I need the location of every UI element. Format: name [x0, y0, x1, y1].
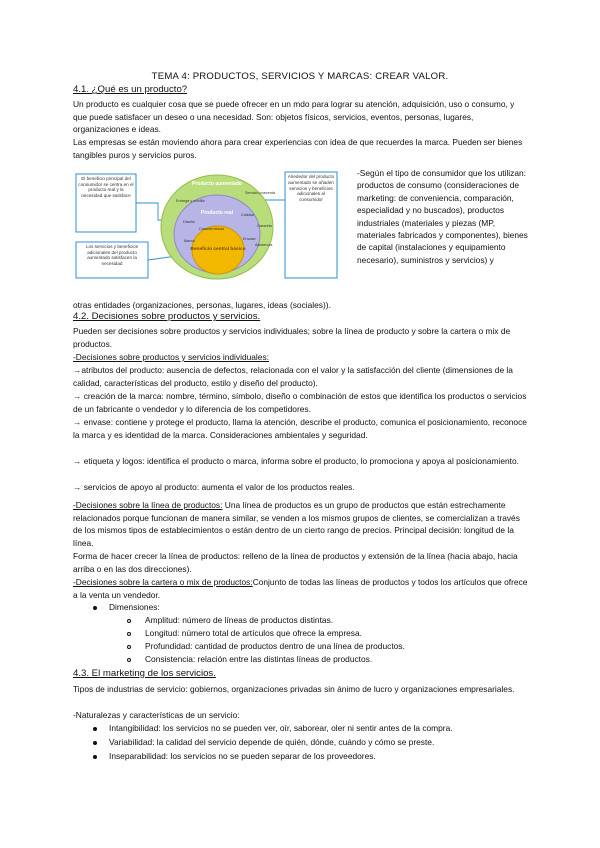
outer-item-3: Garantía — [257, 224, 272, 228]
product-mix-text: Conjunto de todas las líneas de productos y todos los artículos que ofrece a la venta un vendedor. — [73, 577, 528, 600]
section-heading-4-2: 4.2. Decisiones sobre productos y servicios. — [73, 311, 261, 322]
paragraph-line-growth: Forma de hacer crecer la línea de productos: relleno de la línea de productos y extensión de la línea (hacia abajo, hacia arriba o en las dos direcciones). — [73, 551, 518, 574]
dimensions-label: Dimensiones: — [109, 602, 160, 612]
section-heading-4-3: 4.3. El marketing de los servicios. — [73, 668, 216, 679]
page-title: TEMA 4: PRODUCTOS, SERVICIOS Y MARCAS: CREAR VALOR. — [151, 71, 449, 82]
bullet-circle — [127, 645, 131, 649]
right-note: Alrededor del producto aumentado se añaden servicios y beneficios adicionales al consumidor — [287, 174, 335, 203]
bullet-dot — [93, 741, 97, 745]
subheading-individual-decisions: -Decisiones sobre productos y servicios individuales: — [73, 352, 269, 362]
middle-item-1: Diseño — [183, 220, 195, 224]
attribute-support-services: → servicios de apoyo al producto: aumenta el valor de los productos reales. — [73, 482, 355, 492]
dimension-amplitude: Amplitud: número de líneas de productos distintas. — [145, 615, 334, 625]
bullet-dot — [93, 606, 97, 610]
attribute-quality: →atributos del producto: ausencia de defectos, relacionada con el valor y la satisfacción del cliente (dimensiones de la calidad, características del producto, estilo y diseño del producto). — [73, 365, 513, 388]
paragraph-other-entities: otras entidades (organizaciones, personas, lugares, ideas (sociales)). — [73, 300, 331, 310]
attribute-brand: → creación de la marca: nombre, término, símbolo, diseño o combinación de estos que identifica los productos o servicios de un fabricante o vendedor y lo diferencia de los competidores. — [73, 391, 527, 414]
subheading-product-line: -Decisiones sobre la línea de productos: — [73, 500, 223, 510]
paragraph-product-line — [73, 499, 528, 549]
paragraph-decisions-intro: Pueden ser decisiones sobre productos y servicios individuales; sobre la línea de producto y sobre la cartera o mix de productos. — [73, 326, 511, 349]
bullet-circle — [127, 619, 131, 623]
outer-item-2: Servicio posventa — [245, 191, 275, 195]
middle-item-2: Calidad — [241, 213, 254, 217]
section-heading-4-1: 4.1. ¿Qué es un producto? — [73, 84, 188, 95]
dimension-depth: Profundidad: cantidad de productos dentro de una línea de productos. — [145, 641, 405, 651]
bullet-dot — [93, 727, 97, 731]
service-intangibility: Intangibilidad: los servicios no se pueden ver, oír, saborear, oler ni sentir antes de la compra. — [109, 723, 453, 733]
product-levels-diagram — [73, 170, 355, 282]
service-variability: Variabilidad: la calidad del servicio depende de quién, dónde, cuándo y cómo se preste. — [109, 737, 435, 747]
outer-item-1: Entrega y crédito — [176, 199, 205, 203]
paragraph-product-definition: Un producto es cualquier cosa que se puede ofrecer en un mdo para lograr su atención, adquisición, uso o consumo, y que puede satisfacer un deseo o una necesidad. Son: objetos físicos, servicios, eventos, personas, lugares, organizaciones e ideas. — [73, 99, 515, 135]
bullet-dot — [93, 755, 97, 759]
bullet-circle — [127, 658, 131, 662]
attribute-labels: → etiqueta y logos: identifica el producto o marca, informa sobre el producto, lo promociona y apoya al posicionamiento. — [73, 456, 519, 466]
middle-ring-label: Producto real — [200, 210, 234, 216]
paragraph-service-nature: -Naturalezas y características de un servicio: — [73, 710, 240, 720]
left-bottom-note: Los servicios y beneficios adicionales del producto aumentado satisfacen la necesidad — [85, 244, 139, 266]
paragraph-product-mix — [73, 576, 528, 601]
core-label: Beneficio central básico — [190, 247, 246, 252]
subheading-product-mix: -Decisiones sobre la cartera o mix de productos: — [73, 577, 253, 587]
outer-ring-label: Producto aumentado — [191, 181, 243, 187]
consumer-type-note: -Según el tipo de consumidor que los utilizan: productos de consumo (consideraciones de marketing: de conveniencia, comparación, especialidad y no buscados), productos industriales (materiales y piezas (MP, materiales fabricados y componentes), bienes de capital (instalaciones y equipamiento necesario), suministros y servicios) y — [357, 168, 528, 265]
left-top-note: El beneficio principal del consumidor se centra en el producto real y la necesidad que satisface — [78, 176, 134, 198]
middle-item-4: Envase — [243, 237, 256, 241]
paragraph-experiences: Las empresas se están moviendo ahora para crear experiencias con idea de que recuerdes la marca. Pueden ser bienes tangibles puros y servicios puros. — [73, 137, 523, 160]
dimension-length: Longitud: número total de artículos que ofrece la empresa. — [145, 628, 362, 638]
paragraph-service-industries: Tipos de industrias de servicio: gobiernos, organizaciones privadas sin ánimo de lucro y organizaciones empresariales. — [73, 684, 515, 694]
outer-item-4: Asistencia — [255, 243, 273, 247]
bullet-circle — [127, 632, 131, 636]
dimension-consistency: Consistencia: relación entre las distintas líneas de productos. — [145, 654, 373, 664]
middle-item-3: Marca — [184, 239, 195, 243]
service-inseparability: Inseparabilidad: los servicios no se pueden separar de los proveedores. — [109, 751, 376, 761]
attribute-packaging: → envase: contiene y protege el producto, llama la atención, describe el producto, comunica el posicionamiento, reconoce la marca y es identidad de la marca. Consideraciones ambientales y seguridad. — [73, 417, 527, 440]
middle-item-5: Características — [199, 227, 225, 231]
product-line-text: Una línea de productos es un grupo de productos que están estrechamente relacionados porque funcionan de manera similar, se venden a los mismos grupos de clientes, se comercializan a través de los mismos tipos de establecimientos o están dentro de un cierto rango de precios. Principal decisión: longitud de la línea. — [73, 500, 520, 548]
product-levels-figure — [73, 170, 355, 282]
